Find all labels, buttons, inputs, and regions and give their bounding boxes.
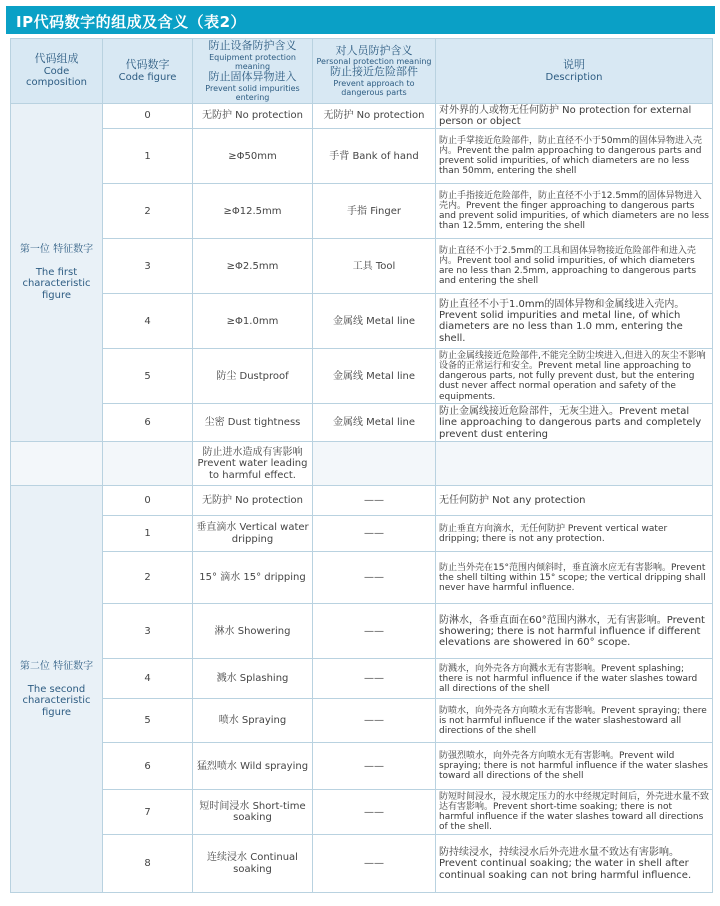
table-cell: —— (313, 486, 436, 516)
table-cell: 3 (103, 604, 193, 659)
table-cell: 金属线 Metal line (313, 294, 436, 349)
table-cell: 3 (103, 239, 193, 294)
table-cell: —— (313, 790, 436, 835)
table-cell: 防止手指接近危险部件，防止直径不小于12.5mm的固体异物进入壳内。Prevent the finger approaching to dangerous parts and prevent solid impurities, of which diameters are no less than 12.5mm, entering the shell (436, 184, 713, 239)
second-figure-label: 第二位 特征数字 The second characteristic figure (11, 486, 103, 893)
table-cell: 金属线 Metal line (313, 404, 436, 442)
title-bar (6, 6, 715, 34)
table-cell: 2 (103, 552, 193, 604)
table-cell: 防尘 Dustproof (193, 349, 313, 404)
header-code: 代码数字 Code figure (103, 39, 193, 104)
table-cell: 1 (103, 129, 193, 184)
table-cell: 防止手掌接近危险部件，防止直径不小于50mm的固体异物进入壳内。Prevent the palm approaching to dangerous parts and prevent solid impurities, of which diameters are no less than 50mm, entering the shell (436, 129, 713, 184)
table-cell: 猛烈喷水 Wild spraying (193, 743, 313, 790)
empty-cell (313, 442, 436, 486)
first-figure-label: 第一位 特征数字 The first characteristic figure (11, 104, 103, 442)
table-cell: 短时间浸水 Short-time soaking (193, 790, 313, 835)
table-cell: 2 (103, 184, 193, 239)
table-cell: 金属线 Metal line (313, 349, 436, 404)
table-cell: 防止金属线接近危险部件,不能完全防尘埃进入,但进入的灰尘不影响设备的正常运行和安全。Prevent metal line approaching to dangerous parts, not fully prevent dust, but the entering dust never affect normal operation and safety of the equipments. (436, 349, 713, 404)
table-cell: —— (313, 743, 436, 790)
ip-code-table (10, 38, 713, 893)
table-cell: 6 (103, 404, 193, 442)
table-cell: 7 (103, 790, 193, 835)
table-cell: 防喷水，向外壳各方向喷水无有害影响。Prevent spraying; there is not harmful influence if the water slashestoward all directions of the shell (436, 699, 713, 743)
table-cell: 尘密 Dust tightness (193, 404, 313, 442)
table-cell: 5 (103, 349, 193, 404)
table-cell: 1 (103, 516, 193, 552)
table-cell: ≥Φ50mm (193, 129, 313, 184)
table-cell: 防止金属线接近危险部件，无灰尘进入。Prevent metal line approaching to dangerous parts and completely prevent dust entering (436, 404, 713, 442)
header-person: 对人员防护含义 Personal protection meaning 防止接近危险部件 Prevent approach to dangerous parts (313, 39, 436, 104)
table-cell: 防淋水，各垂直面在60°范围内淋水，无有害影响。Prevent showering; there is not harmful influence if different elevations are showered in 60° scope. (436, 604, 713, 659)
table-cell: 防止直径不小于1.0mm的固体异物和金属线进入壳内。Prevent solid impurities and metal line, of which diameters are no less than 1.0 mm, entering the shell. (436, 294, 713, 349)
table-cell: 无任何防护 Not any protection (436, 486, 713, 516)
table-cell: —— (313, 835, 436, 893)
table-cell: 5 (103, 699, 193, 743)
table-cell: 工具 Tool (313, 239, 436, 294)
empty-cell (436, 442, 713, 486)
table-cell: 8 (103, 835, 193, 893)
table-cell: 0 (103, 104, 193, 129)
table-cell: 淋水 Showering (193, 604, 313, 659)
table-cell: 溅水 Splashing (193, 659, 313, 699)
table-cell: —— (313, 516, 436, 552)
table-cell: ≥Φ2.5mm (193, 239, 313, 294)
table-cell: 15° 滴水 15° dripping (193, 552, 313, 604)
table-cell: 垂直滴水 Vertical water dripping (193, 516, 313, 552)
table-cell: 无防护 No protection (313, 104, 436, 129)
table-cell: 手指 Finger (313, 184, 436, 239)
page-title: IP代码数字的组成及含义（表2） (16, 13, 247, 31)
table-cell: 防强烈喷水，向外壳各方向喷水无有害影响。Prevent wild spraying; there is not harmful influence if the water slashes toward all directions of the shell (436, 743, 713, 790)
table-cell: 连续浸水 Continual soaking (193, 835, 313, 893)
header-composition: 代码组成 Code composition (11, 39, 103, 104)
table-cell: 4 (103, 659, 193, 699)
table-cell: 无防护 No protection (193, 104, 313, 129)
table-cell: 喷水 Spraying (193, 699, 313, 743)
table-cell: 防止当外壳在15°范围内倾斜时，垂直滴水应无有害影响。Prevent the shell tilting within 15° scope; the vertical dripping shall never have harmful influence. (436, 552, 713, 604)
table-cell: 无防护 No protection (193, 486, 313, 516)
header-equipment: 防止设备防护含义 Equipment protection meaning 防止固体异物进入 Prevent solid impurities entering (193, 39, 313, 104)
water-protection-header: 防止进水造成有害影响 Prevent water leading to harmful effect. (193, 442, 313, 486)
table-cell: —— (313, 552, 436, 604)
table-cell: 0 (103, 486, 193, 516)
empty-cell (103, 442, 193, 486)
empty-cell (11, 442, 103, 486)
table-cell: —— (313, 604, 436, 659)
table-cell: 6 (103, 743, 193, 790)
table-cell: 手背 Bank of hand (313, 129, 436, 184)
table-cell: 防止直径不小于2.5mm的工具和固体异物接近危险部件和进入壳内。Prevent tool and solid impurities, of which diameters are no less than 2.5mm, approaching to dangerous parts and entering the shell (436, 239, 713, 294)
table-cell: 防持续浸水，持续浸水后外壳进水量不致达有害影响。Prevent continual soaking; the water in shell after continual soaking can not bring harmful influence. (436, 835, 713, 893)
table-cell: 防短时间浸水，浸水规定压力的水中经规定时间后，外壳进水量不致达有害影响。Prevent short-time soaking; there is not harmful influence if the water slashes toward all directions of the shell. (436, 790, 713, 835)
table-cell: ≥Φ1.0mm (193, 294, 313, 349)
table-cell: 防止垂直方向滴水，无任何防护 Prevent vertical water dripping; there is not any protection. (436, 516, 713, 552)
table-cell: 4 (103, 294, 193, 349)
table-cell: 对外界的人或物无任何防护 No protection for external person or object (436, 104, 713, 129)
table-cell: 防溅水，向外壳各方向溅水无有害影响。Prevent splashing; there is not harmful influence if the water slashes toward all directions of the shell (436, 659, 713, 699)
header-description: 说明 Description (436, 39, 713, 104)
table-cell: ≥Φ12.5mm (193, 184, 313, 239)
table-cell: —— (313, 699, 436, 743)
table-cell: —— (313, 659, 436, 699)
